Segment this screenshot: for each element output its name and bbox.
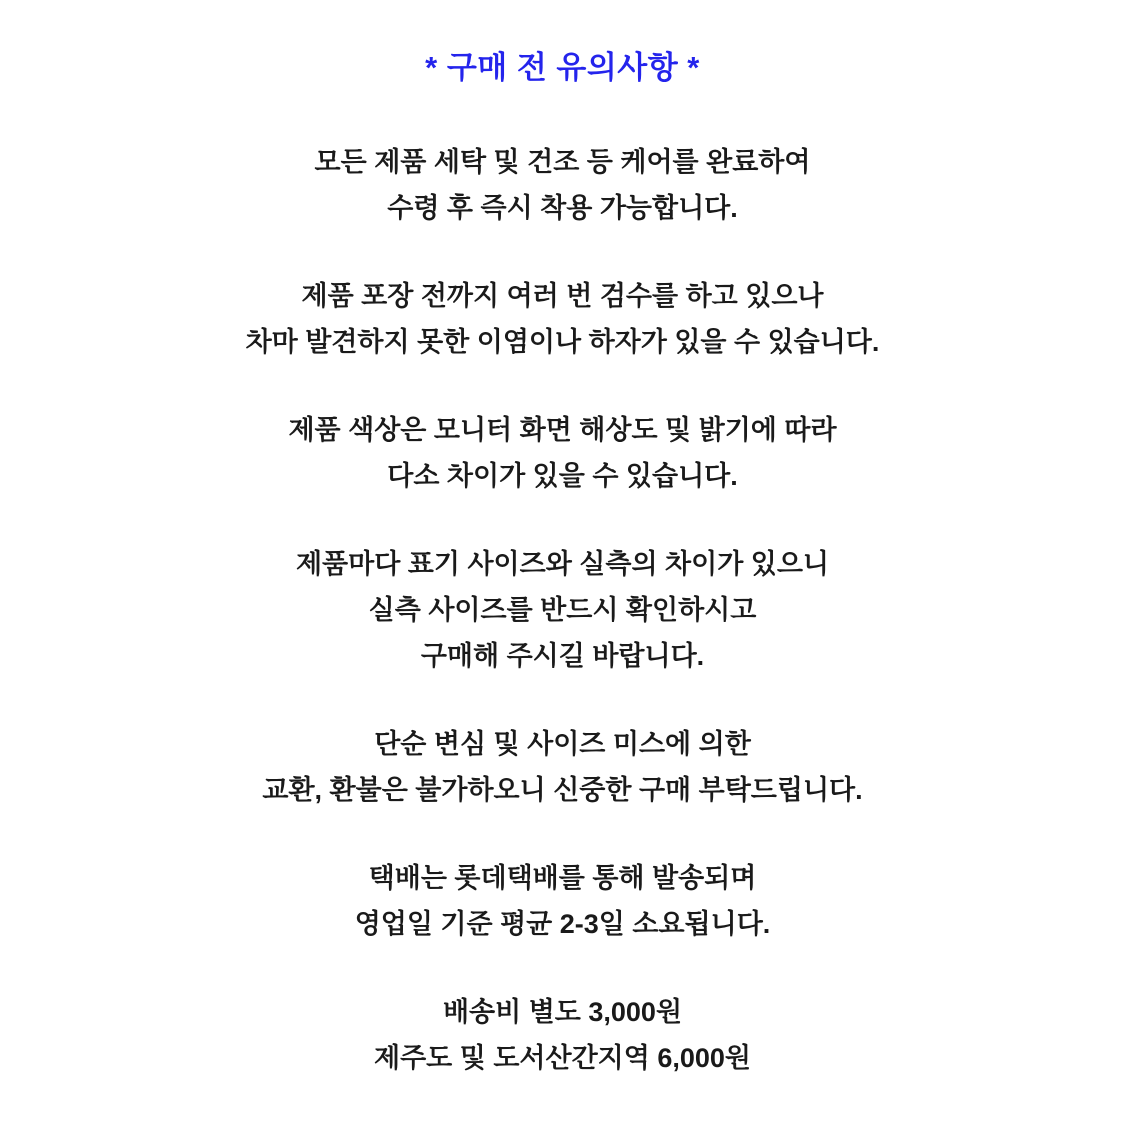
notice-line: 제주도 및 도서산간지역 6,000원 (374, 1043, 751, 1073)
notice-paragraph (0, 541, 1125, 679)
notice-paragraph (0, 989, 1125, 1081)
notice-line: 배송비 별도 3,000원 (442, 997, 683, 1027)
notice-paragraphs (0, 139, 1125, 1081)
notice-paragraph (0, 407, 1125, 499)
notice-line: 모든 제품 세탁 및 건조 등 케어를 완료하여 (314, 147, 811, 177)
notice-line: 영업일 기준 평균 2-3일 소요됩니다. (354, 909, 771, 939)
notice-line: 단순 변심 및 사이즈 미스에 의한 (374, 729, 751, 759)
notice-paragraph (0, 139, 1125, 231)
notice-line: 수령 후 즉시 착용 가능합니다. (387, 193, 738, 223)
page-title: * 구매 전 유의사항 * (425, 50, 700, 85)
notice-paragraph (0, 721, 1125, 813)
notice-line: 실측 사이즈를 반드시 확인하시고 (368, 595, 757, 625)
notice-paragraph (0, 855, 1125, 947)
notice-paragraph (0, 273, 1125, 365)
notice-line: 제품 포장 전까지 여러 번 검수를 하고 있으나 (301, 281, 824, 311)
notice-line: 제품마다 표기 사이즈와 실측의 차이가 있으니 (295, 549, 830, 579)
notice-line: 차마 발견하지 못한 이염이나 하자가 있을 수 있습니다. (245, 327, 880, 357)
notice-line: 교환, 환불은 불가하오니 신중한 구매 부탁드립니다. (262, 775, 863, 805)
notice-line: 다소 차이가 있을 수 있습니다. (387, 461, 738, 491)
notice-line: 택배는 롯데택배를 통해 발송되며 (368, 863, 757, 893)
notice-line: 제품 색상은 모니터 화면 해상도 및 밝기에 따라 (288, 415, 837, 445)
notice-line: 구매해 주시길 바랍니다. (420, 641, 705, 671)
